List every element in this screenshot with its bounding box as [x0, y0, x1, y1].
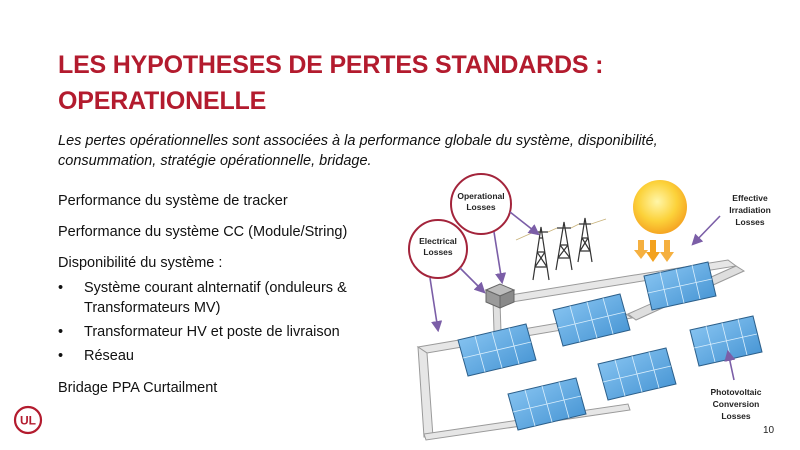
arrow-operational-to-box	[494, 232, 502, 282]
arrow-electrical-to-frame	[430, 278, 438, 330]
solar-panel-icon	[690, 316, 762, 366]
slide-title-line-1: LES HYPOTHESES DE PERTES STANDARDS :	[58, 51, 604, 79]
solar-panel-icon	[458, 324, 536, 376]
item-dc-performance: Performance du système CC (Module/String)	[58, 224, 348, 240]
slide-subtitle: Les pertes opérationnelles sont associées à la performance globale du système, disponibilité, consummation, stratégie opérationnelle, bridage.	[58, 133, 658, 169]
electrical-losses-label-1: Electrical	[419, 236, 457, 246]
irradiation-label-2: Irradiation	[729, 205, 771, 215]
item-tracker: Performance du système de tracker	[58, 193, 288, 209]
ul-logo-text: UL	[20, 413, 36, 428]
slide-title	[58, 47, 758, 119]
bullet-marker: •	[58, 348, 64, 364]
irradiation-losses-label	[729, 193, 771, 227]
item-curtailment: Bridage PPA Curtailment	[58, 380, 218, 396]
slide-title-line-2: OPERATIONELLE	[58, 87, 267, 115]
electrical-losses-label-2: Losses	[423, 247, 453, 257]
pv-loss-diagram	[398, 172, 794, 442]
arrow-electrical-to-box	[460, 268, 484, 292]
pv-conversion-losses-label	[710, 387, 761, 421]
bullet-hv-transformer	[58, 322, 388, 342]
content-list	[58, 191, 388, 409]
bullet-marker: •	[58, 324, 64, 340]
irradiation-label-3: Losses	[735, 217, 765, 227]
pv-label-2: Conversion	[712, 399, 760, 409]
item-availability: Disponibilité du système :	[58, 255, 223, 271]
availability-bullets	[58, 278, 388, 366]
sun-icon	[633, 180, 687, 262]
bullet-text: Système courant alnternatif (onduleurs & Transformateurs MV)	[84, 280, 347, 316]
bullet-text: Transformateur HV et poste de livraison	[84, 324, 340, 340]
solar-panel-icon	[553, 294, 630, 346]
arrow-irradiation-to-sun	[693, 216, 720, 244]
solar-panel-icon	[598, 348, 676, 400]
inverter-box-icon	[486, 284, 514, 308]
operational-losses-label-2: Losses	[466, 202, 496, 212]
operational-losses-callout	[451, 174, 511, 234]
ul-logo	[13, 405, 43, 435]
bullet-grid	[58, 346, 388, 366]
bullet-marker: •	[58, 280, 64, 296]
pv-label-1: Photovoltaic	[710, 387, 762, 397]
pv-label-3: Losses	[721, 411, 751, 421]
operational-losses-label-1: Operational	[457, 191, 505, 201]
arrow-operational-to-towers	[510, 212, 538, 234]
solar-panel-icon	[508, 378, 586, 430]
irradiation-label-1: Effective	[732, 193, 768, 203]
bullet-text: Réseau	[84, 348, 134, 364]
bullet-ac-system	[58, 278, 388, 318]
page-number: 10	[763, 425, 775, 436]
electrical-losses-callout	[409, 220, 467, 278]
solar-panel-icon	[644, 262, 716, 310]
